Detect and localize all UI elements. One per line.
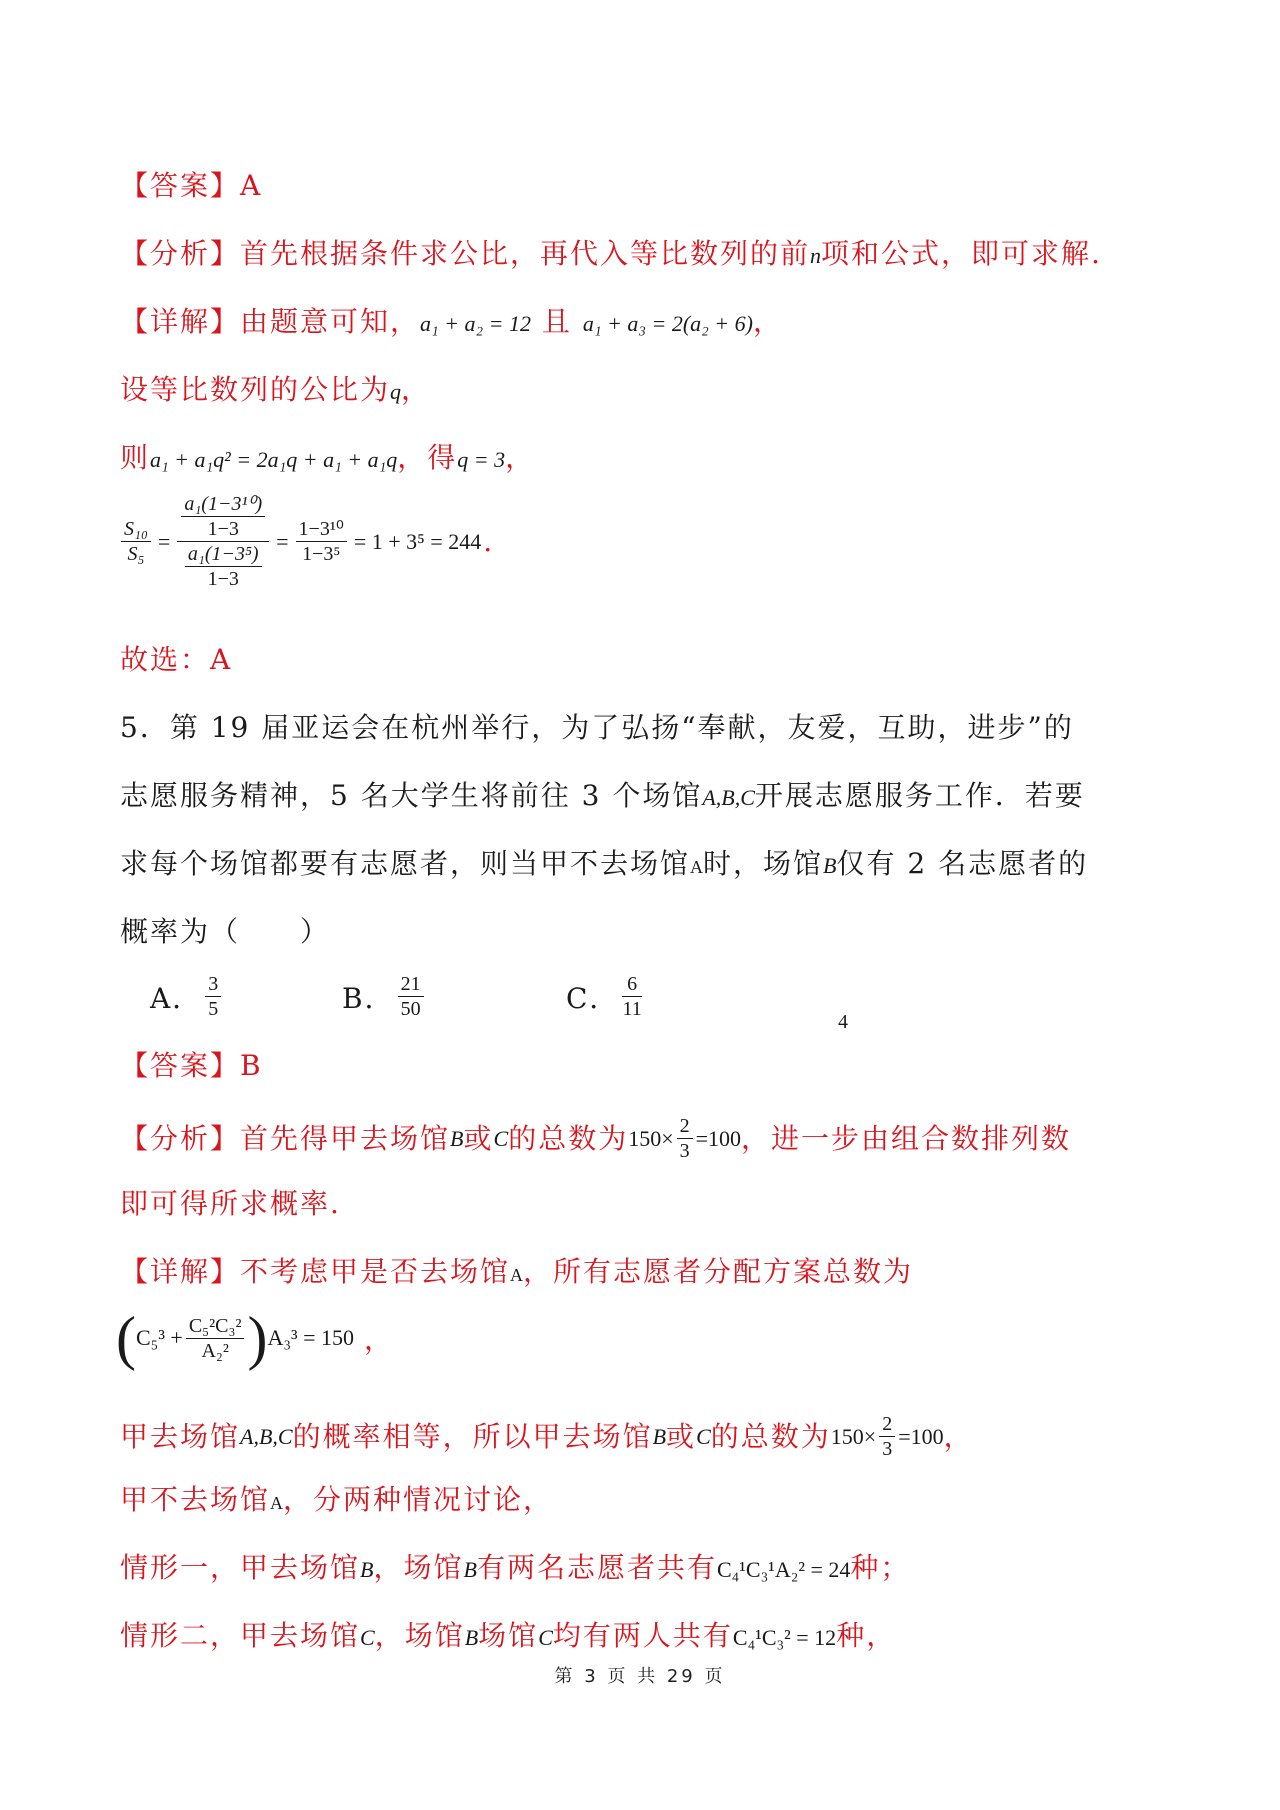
then-text: 则: [120, 441, 151, 474]
right-paren: ): [247, 1305, 268, 1371]
q5-eq-line: [120, 1412, 974, 1461]
frac-den: A₂²: [201, 1339, 229, 1362]
detail-text: 甲去场馆: [120, 1419, 241, 1453]
math-term: A₃³ = 150: [267, 1325, 355, 1350]
frac-den: 3: [679, 1140, 690, 1162]
math-A: A: [270, 1493, 284, 1513]
math-A: A: [510, 1265, 524, 1285]
math-100: =100: [898, 1423, 944, 1449]
q4-choose-line: [120, 640, 232, 680]
frac-den: 1−3⁵: [302, 543, 341, 565]
option-c[interactable]: [566, 972, 645, 1021]
q5-line4: [120, 912, 330, 952]
detail-text: 且: [531, 305, 583, 338]
frac-den: 5: [208, 998, 219, 1020]
detail-text: 的总数为: [710, 1419, 831, 1453]
detail-text: 的概率相等，所以甲去场馆: [292, 1419, 653, 1453]
detail-text: ，所有志愿者分配方案总数为: [523, 1255, 914, 1288]
frac-num: 21: [398, 972, 424, 997]
q5-answer-line: [120, 1046, 263, 1086]
ratio-text: 设等比数列的公比为: [120, 373, 391, 406]
q4-answer-line: [120, 166, 262, 206]
math-abc: A,B,C: [702, 785, 755, 810]
math-abc: A,B,C: [240, 1423, 293, 1449]
frac-num: C₅²C₃²: [186, 1314, 245, 1339]
frac-num: 6: [622, 972, 641, 997]
analysis-text: 项和公式，即可求解.: [821, 237, 1102, 270]
then-text: ，得: [397, 441, 458, 474]
option-fraction: [398, 972, 424, 1021]
math-B: B: [463, 1557, 477, 1582]
analysis-label: 【分析】: [120, 1121, 241, 1155]
frac-den: 4: [838, 1011, 848, 1033]
math-n: n: [810, 243, 822, 268]
option-a[interactable]: [150, 972, 224, 1021]
option-fraction: [622, 972, 641, 1021]
detail-text: 有两名志愿者共有: [476, 1551, 717, 1584]
question-text: 开展志愿服务工作．若要: [754, 779, 1085, 812]
frac-num: 3: [205, 972, 221, 997]
detail-text: 种；: [850, 1551, 911, 1584]
question-text: 时，场馆: [703, 847, 824, 880]
q5-detail-line: [120, 1252, 913, 1295]
formula-end: ，: [364, 1325, 393, 1356]
question-text: 概率为（ ）: [120, 915, 331, 948]
q4-then-line: [120, 438, 535, 480]
analysis-text: 首先得甲去场馆: [240, 1121, 451, 1155]
then-text: ，: [505, 441, 536, 474]
mid-fraction: [296, 517, 347, 566]
detail-text: ，场馆: [374, 1619, 465, 1652]
choose-text: 故选：A: [120, 643, 233, 676]
detail-text: 甲不去场馆: [120, 1483, 271, 1516]
q5-notgo-line: [120, 1480, 553, 1523]
compound-den: [177, 542, 269, 591]
option-b[interactable]: [342, 972, 427, 1021]
inner-den-fraction: [185, 542, 262, 591]
analysis-label: 【分析】: [120, 237, 241, 270]
fraction: [677, 1114, 693, 1163]
math-B: B: [464, 1625, 479, 1650]
detail-text: ，: [752, 305, 783, 338]
frac-num: a₁(1−3⁵): [185, 542, 262, 567]
equals-sign: =: [157, 528, 171, 554]
analysis-text: 即可得所求概率.: [120, 1187, 341, 1220]
frac-num: 1−3¹⁰: [296, 517, 347, 542]
math-150: 150×: [628, 1125, 674, 1151]
equals-sign: =: [276, 528, 289, 554]
math-B: B: [360, 1557, 374, 1582]
math-C: C: [538, 1625, 553, 1650]
math-C: C: [360, 1625, 375, 1650]
inner-num-fraction: [181, 492, 265, 541]
detail-text: 场馆: [478, 1619, 539, 1652]
math-100: =100: [695, 1125, 742, 1151]
frac-den: 11: [622, 998, 642, 1020]
question-text: 志愿服务精神，5 名大学生将前往 3 个场馆: [120, 779, 703, 812]
page-footer: 第 3 页 共 29 页: [554, 1666, 726, 1687]
frac-den: 1−3: [207, 518, 239, 540]
math-eq: C₄¹C₃² = 12: [732, 1625, 837, 1650]
frac-num: 2: [879, 1412, 895, 1437]
q5-analysis-line: [120, 1114, 1071, 1163]
q5-analysis-line2: [120, 1184, 341, 1224]
analysis-text: 的总数为: [508, 1121, 629, 1155]
math-q: q: [390, 379, 402, 404]
detail-text: ，场馆: [373, 1551, 464, 1584]
analysis-text: 或: [463, 1121, 494, 1155]
s-ratio-formula: [118, 492, 492, 591]
frac-num: S₁₀: [121, 517, 151, 542]
q5-case2-line: [120, 1616, 896, 1658]
combination-formula: [116, 1305, 393, 1371]
detail-text: 均有两人共有: [552, 1619, 733, 1652]
detail-text: 由题意可知，: [240, 305, 421, 338]
compound-fraction: [177, 492, 269, 591]
math-eq: a₁ + a₃ = 2(a₂ + 6): [582, 311, 753, 336]
math-eq: q = 3: [457, 447, 506, 472]
frac-den: 1−3: [207, 568, 239, 590]
question-text: 5．第 19 届亚运会在杭州举行，为了弘扬“奉献，友爱，互助，进步”的: [120, 711, 1074, 744]
frac-num: 2: [677, 1114, 693, 1139]
ratio-text: ，: [401, 373, 432, 406]
math-eq: C₄¹C₃¹A₂² = 24: [716, 1557, 851, 1582]
result-text: = 1 + 3⁵ = 244: [353, 528, 482, 554]
math-eq: a₁ + a₁q² = 2a₁q + a₁ + a₁q: [150, 447, 398, 472]
q4-ratio-line: [120, 370, 431, 412]
option-label: B．: [342, 981, 395, 1015]
answer-label: 【答案】: [120, 169, 241, 202]
fraction: [879, 1412, 895, 1461]
analysis-text: ，进一步由组合数排列数: [741, 1121, 1072, 1155]
detail-text: 情形一，甲去场馆: [120, 1551, 361, 1584]
option-d-fragment: [838, 1002, 848, 1035]
answer-label: 【答案】: [120, 1049, 241, 1082]
math-B: B: [652, 1423, 667, 1449]
left-paren: (: [116, 1305, 136, 1371]
option-fraction: [205, 972, 221, 1021]
detail-text: 情形二，甲去场馆: [120, 1619, 361, 1652]
math-term: C₅³ +: [135, 1325, 183, 1350]
detail-text: ，分两种情况讨论，: [283, 1483, 554, 1516]
math-C: C: [696, 1423, 711, 1449]
q5-line2: [120, 776, 1085, 818]
detail-text: 不考虑甲是否去场馆: [240, 1255, 511, 1288]
question-text: 仅有 2 名志愿者的: [836, 847, 1089, 880]
q5-line3: [120, 844, 1088, 887]
fraction: [186, 1314, 245, 1363]
math-150: 150×: [830, 1423, 877, 1449]
q4-detail-line: [120, 302, 783, 344]
frac-den: 50: [400, 998, 421, 1020]
detail-label: 【详解】: [120, 305, 241, 338]
math-eq: a₁ + a₂ = 12: [420, 311, 532, 336]
q5-line1: [120, 708, 1074, 748]
math-B: B: [823, 853, 837, 878]
s-fraction: [121, 517, 151, 566]
analysis-text: 首先根据条件求公比，再代入等比数列的前: [240, 237, 811, 270]
frac-num: a₁(1−3¹⁰): [181, 492, 265, 517]
detail-text: 或: [666, 1419, 697, 1453]
q4-analysis-line: [120, 234, 1102, 276]
detail-label: 【详解】: [120, 1255, 241, 1288]
option-label: A．: [150, 981, 203, 1015]
result-dot: .: [483, 525, 493, 558]
answer-value: B: [240, 1049, 263, 1082]
detail-text: 种，: [836, 1619, 897, 1652]
math-C: C: [493, 1125, 509, 1151]
q5-case1-line: [120, 1548, 910, 1590]
frac-den: 3: [882, 1438, 893, 1460]
answer-value: A: [240, 169, 263, 202]
question-text: 求每个场馆都要有志愿者，则当甲不去场馆: [120, 847, 691, 880]
option-label: C．: [566, 981, 620, 1015]
detail-text: ，: [943, 1419, 974, 1453]
compound-num: [177, 492, 269, 542]
math-A: A: [690, 857, 704, 877]
frac-den: S₅: [127, 543, 145, 565]
math-B: B: [450, 1125, 464, 1151]
